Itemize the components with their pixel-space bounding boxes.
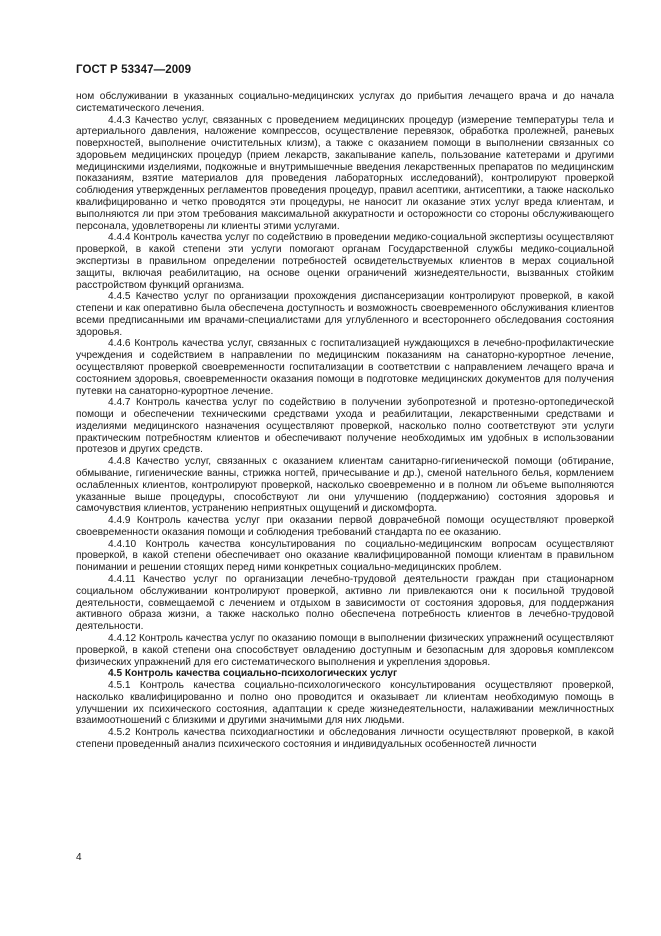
paragraph-4-5-2: 4.5.2 Контроль качества психодиагностики и обследования личности осуществляют проверкой, в какой степени проведенный анализ психического состояния и индивидуальных особенностей личности xyxy=(76,727,614,750)
paragraph-4-4-8: 4.4.8 Качество услуг, связанных с оказанием клиентам санитарно-гигиенической помощи (обтирание, обмывание, гигиенические ванны, стрижка ногтей, причесывание и др.), сменой нательного белья, кормлением ослабленных клиентов, контролируют проверкой, насколько своевременно и в полном ли объеме выполняются указанные выше процедуры, способствуют ли они улучшению (поддержанию) состояния здоровья и самочувствия клиентов, устранению неприятных ощущений и дискомфорта. xyxy=(76,456,614,515)
paragraph-4-5-1: 4.5.1 Контроль качества социально-психологического консультирования осуществляют проверкой, насколько квалифицированно и полно оно проводится и оказывает ли клиентам необходимую помощь в улучшении их психического состояния, адаптации к среде жизнедеятельности, налаживании межличностных взаимоотношений с близкими и другими значимыми для них людьми. xyxy=(76,680,614,727)
paragraph-4-4-10: 4.4.10 Контроль качества консультирования по социально-медицинским вопросам осуществляют проверкой, в какой степени обеспечивает оно оказание квалифицированной помощи клиентам в правильном понимании и решении стоящих перед ними конкретных социально-медицинских проблем. xyxy=(76,538,614,574)
page-number: 4 xyxy=(76,852,82,863)
paragraph-4-4-12: 4.4.12 Контроль качества услуг по оказанию помощи в выполнении физических упражнений осуществляют проверкой, в какой степени она способствует овладению доступным и безопасным для здоровья комплексом физических упражнений для его систематического выполнения и укрепления здоровья. xyxy=(76,632,614,668)
paragraph-4-4-5: 4.4.5 Качество услуг по организации прохождения диспансеризации контролируют проверкой, в какой степени и как оперативно была обеспечена доступность и возможность своевременного обслуживания клиентов всеми предписанными им врачами-специалистами для углубленного и всестороннего обследования состояния здоровья. xyxy=(76,291,614,338)
paragraph-4-4-6: 4.4.6 Контроль качества услуг, связанных с госпитализацией нуждающихся в лечебно-профилактические учреждения и содействием в направлении по медицинским показаниям на санаторно-курортное лечение, осуществляют проверкой своевременности госпитализации в соответствии с направлением лечащего врача и состоянием здоровья, своевременности оказания помощи в подготовке медицинских документов для получения путевки на санаторно-курортное лечение. xyxy=(76,338,614,397)
paragraph-4-4-4: 4.4.4 Контроль качества услуг по содействию в проведении медико-социальной экспертизы осуществляют проверкой, в какой степени эти услуги помогают органам Государственной службы медико-социальной экспертизы в правильном определении потребностей освидетельствуемых клиентов в мерах социальной защиты, включая реабилитацию, на основе оценки ограничений жизнедеятельности, вызванных стойким расстройством функций организма. xyxy=(76,232,614,291)
paragraph-4-4-3: 4.4.3 Качество услуг, связанных с проведением медицинских процедур (измерение температуры тела и артериального давления, наложение компрессов, осуществление перевязок, обработка пролежней, раневых поверхностей, выполнение очистительных клизм), а также с оказанием помощи в выполнении связанных со здоровьем медицинских процедур (прием лекарств, закапывание капель, пользование катетерами и другими медицинскими изделиями, подкожные и внутримышечные введения лекарственных препаратов по медицинским показаниям, взятие материалов для проведения лабораторных исследований), контролируют проверкой соблюдения утвержденных регламентов проведения процедур, правил асептики, антисептики, а также насколько квалифицированно и четко проводятся эти процедуры, не наносит ли оказание этих услуг вреда клиентам, и выполняются ли при этом требования максимальной аккуратности и осторожности со стороны обслуживающего персонала, удовлетворены ли клиенты этими услугами. xyxy=(76,114,614,232)
paragraph-4-4-9: 4.4.9 Контроль качества услуг при оказании первой доврачебной помощи осуществляют проверкой своевременности оказания помощи и соблюдения требований стандарта по ее оказанию. xyxy=(76,515,614,538)
document-header: ГОСТ Р 53347—2009 xyxy=(76,64,192,76)
continuation-paragraph: ном обслуживании в указанных социально-медицинских услугах до прибытия лечащего врача и до начала систематического лечения. xyxy=(76,91,614,114)
paragraph-4-4-11: 4.4.11 Качество услуг по организации лечебно-трудовой деятельности граждан при стационарном социальном обслуживании контролируют проверкой, активно ли привлекаются они к посильной трудовой деятельности, совмещаемой с лечением и отдыхом в зависимости от состояния здоровья, для поддержания активного образа жизни, а также насколько полно обеспечена потребность клиентов в лечебно-трудовой деятельности. xyxy=(76,574,614,633)
section-heading-4-5: 4.5 Контроль качества социально-психологических услуг xyxy=(108,668,398,680)
document-body xyxy=(76,91,614,751)
paragraph-4-4-7: 4.4.7 Контроль качества услуг по содействию в получении зубопротезной и протезно-ортопедической помощи и обеспечении техническими средствами ухода и реабилитации, лекарственными средствами и изделиями медицинского назначения осуществляют проверкой, насколько полно соответствуют эти услуги практическим потребностям клиентов и обеспечивают получение необходимых им удобных в использовании протезов и других средств. xyxy=(76,397,614,456)
